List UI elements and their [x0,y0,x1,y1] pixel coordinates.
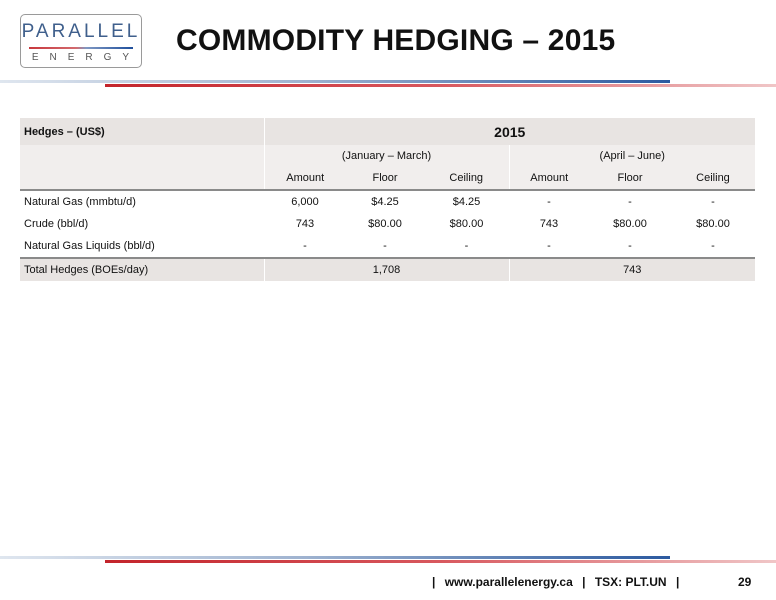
col-header: Amount [264,167,346,190]
col-header: Amount [509,167,589,190]
footer-separator: | [675,575,680,589]
table-cell: $80.00 [613,218,647,230]
table-cell: - [628,240,632,252]
footer-ticker: TSX: PLT.UN [594,575,667,589]
col-header: Ceiling [424,167,509,190]
table-cell: - [628,196,632,208]
row-label: Natural Gas Liquids (bbl/d) [24,240,155,252]
header-band-blue [0,80,670,83]
period-row [20,145,755,167]
table-cell: - [464,240,469,252]
logo-divider [29,47,133,49]
table-cell: - [547,196,551,208]
table-row [20,190,755,213]
table-cell: - [711,240,715,252]
footer-separator: | [582,575,586,589]
column-header-row [20,167,755,190]
table-cell: $80.00 [368,218,402,230]
hedging-table [20,118,755,281]
slide-title: COMMODITY HEDGING – 2015 [176,24,616,57]
header-band-red [105,84,776,87]
table-cell: 743 [295,218,315,230]
table-cell: 6,000 [291,196,319,208]
logo-text-bottom: ENERGY [31,52,141,63]
page-number: 29 [738,575,752,589]
period-q1: (January – March) [264,145,509,167]
col-header: Ceiling [671,167,755,190]
col-header: Floor [589,167,671,190]
footer-separator: | [432,575,436,589]
footer-band-blue [0,556,670,559]
table-cell: - [383,240,387,252]
table-cell: $4.25 [452,196,481,208]
footer-website-link[interactable]: www.parallelenergy.ca [444,575,573,589]
total-label: Total Hedges (BOEs/day) [20,258,264,281]
col-header: Floor [346,167,424,190]
table-cell: - [711,196,715,208]
company-logo [20,14,142,68]
header-label: Hedges – (US$) [20,118,264,145]
table-row [20,213,755,235]
table-row [20,235,755,258]
total-row [20,258,755,281]
footer-bar [432,575,685,589]
table-cell: - [547,240,551,252]
logo-text-top: PARALLEL [21,21,141,42]
period-q2: (April – June) [509,145,755,167]
table-cell: $80.00 [449,218,484,230]
table-header-row [20,118,755,145]
table-cell: - [303,240,307,252]
row-label: Natural Gas (mmbtu/d) [24,196,136,208]
table-cell: $80.00 [696,218,730,230]
footer-band-red [105,560,776,563]
table-cell: 743 [539,218,559,230]
total-q2: 743 [509,258,755,281]
year-header: 2015 [264,118,755,145]
total-q1: 1,708 [264,258,509,281]
table-cell: $4.25 [371,196,399,208]
row-label: Crude (bbl/d) [24,218,89,230]
